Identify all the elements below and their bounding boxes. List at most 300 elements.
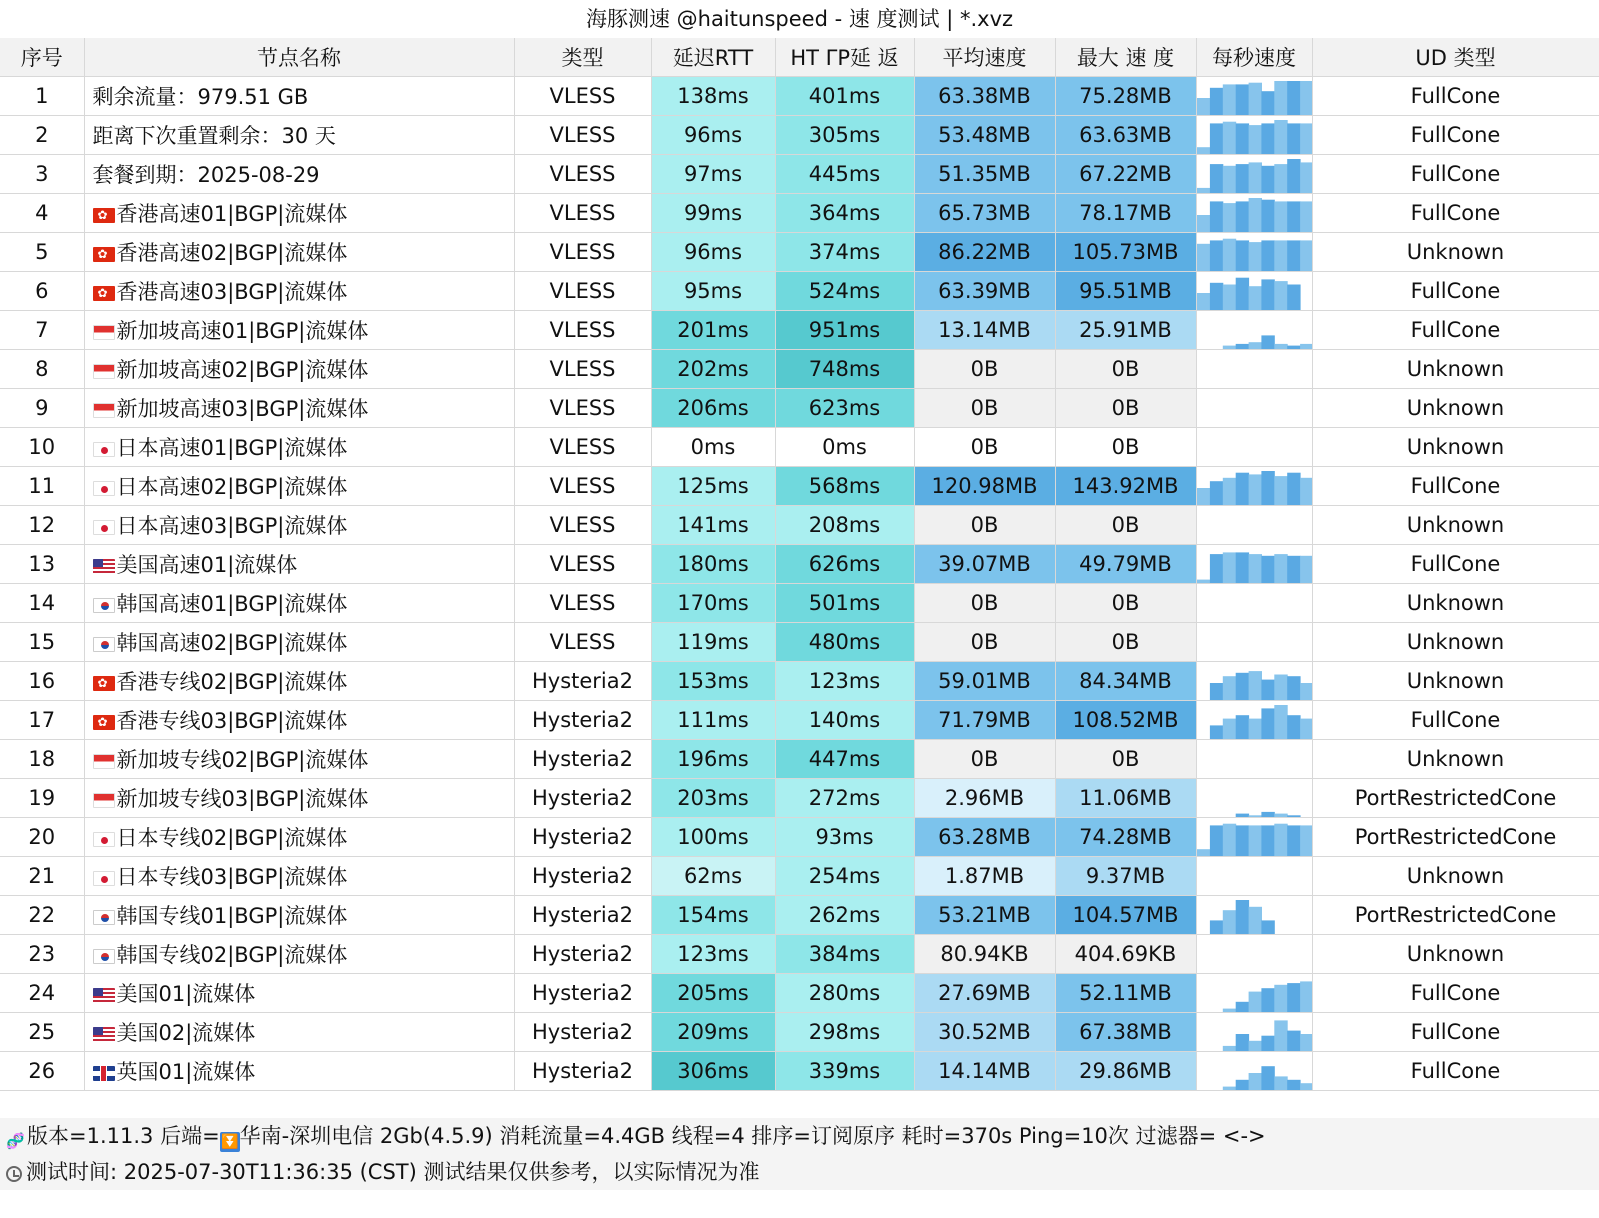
speed-bar: [1235, 123, 1248, 154]
cell-max-speed: 9.37MB: [1055, 857, 1196, 896]
cell-rtt: 97ms: [651, 155, 775, 194]
speed-bar: [1300, 1034, 1312, 1051]
table-row[interactable]: [0, 350, 1599, 389]
table-row[interactable]: [0, 272, 1599, 311]
cell-name: [84, 545, 514, 584]
speed-bar: [1274, 476, 1287, 505]
download-icon: ⏬: [220, 1134, 239, 1150]
speed-bar: [1300, 344, 1312, 349]
speed-bar: [1248, 162, 1261, 193]
speed-bar: [1222, 676, 1235, 700]
cell-name: [84, 779, 514, 818]
flag-hk-icon: [93, 715, 115, 730]
speed-bar: [1300, 81, 1312, 115]
speed-bar: [1261, 812, 1274, 817]
cell-http: 208ms: [775, 506, 914, 545]
cell-rtt: 154ms: [651, 896, 775, 935]
cell-type: Hysteria2: [514, 1013, 651, 1052]
speed-bar: [1222, 910, 1235, 934]
speed-bar: [1222, 1009, 1235, 1012]
per-second-speed-chart: [1197, 545, 1313, 583]
cell-udp-type: Unknown: [1312, 662, 1599, 701]
table-row[interactable]: [0, 77, 1599, 116]
cell-spark: [1196, 506, 1312, 545]
speed-bar: [1209, 481, 1222, 505]
cell-avg-speed: 14.14MB: [914, 1052, 1055, 1091]
cell-max-speed: 52.11MB: [1055, 974, 1196, 1013]
speed-bar: [1261, 279, 1274, 310]
speed-bar: [1222, 122, 1235, 154]
node-name-text: 新加坡专线02|BGP|流媒体: [116, 748, 369, 772]
header-per-sec-speed[interactable]: 每秒速度: [1196, 38, 1312, 77]
header-max-speed[interactable]: 最大 速 度: [1055, 38, 1196, 77]
cell-http: 374ms: [775, 233, 914, 272]
speed-bar: [1261, 825, 1274, 856]
per-second-speed-chart: [1197, 194, 1313, 232]
flag-kr-icon: [93, 598, 115, 613]
cell-index: 18: [0, 740, 84, 779]
speed-bar: [1248, 286, 1261, 310]
flag-jp-icon: [93, 481, 115, 496]
speed-bar: [1197, 215, 1210, 232]
speed-bar: [1235, 240, 1248, 271]
node-name-text: 英国01|流媒体: [116, 1060, 256, 1084]
speed-bar: [1274, 675, 1287, 701]
per-second-speed-chart: [1197, 506, 1313, 544]
cell-udp-type: FullCone: [1312, 701, 1599, 740]
node-name-text: 剩余流量：979.51 GB: [92, 85, 309, 109]
cell-index: 11: [0, 467, 84, 506]
speed-bar: [1222, 478, 1235, 505]
cell-avg-speed: 0B: [914, 623, 1055, 662]
speed-bar: [1274, 344, 1287, 349]
table-row[interactable]: [0, 818, 1599, 857]
speed-bar: [1209, 920, 1222, 934]
cell-name: [84, 389, 514, 428]
speed-bar: [1222, 1087, 1235, 1090]
speed-bar: [1248, 342, 1261, 349]
cell-avg-speed: 0B: [914, 740, 1055, 779]
node-name-text: 距离下次重置剩余：30 天: [92, 124, 336, 148]
header-http[interactable]: HT ΓP延 返: [775, 38, 914, 77]
node-name-text: 日本高速03|BGP|流媒体: [116, 514, 348, 538]
cell-rtt: 306ms: [651, 1052, 775, 1091]
speed-bar: [1222, 166, 1235, 193]
per-second-speed-chart: [1197, 662, 1313, 700]
cell-max-speed: 25.91MB: [1055, 311, 1196, 350]
cell-avg-speed: 27.69MB: [914, 974, 1055, 1013]
speed-bar: [1222, 285, 1235, 311]
cell-name: [84, 896, 514, 935]
cell-rtt: 111ms: [651, 701, 775, 740]
cell-rtt: 138ms: [651, 77, 775, 116]
flag-gb-icon: [93, 1066, 115, 1081]
speed-bar: [1235, 278, 1248, 310]
speed-bar: [1222, 203, 1235, 232]
per-second-speed-chart: [1197, 350, 1313, 388]
speed-bar: [1287, 1031, 1300, 1051]
table-row[interactable]: [0, 896, 1599, 935]
cell-name: [84, 194, 514, 233]
table-row[interactable]: [0, 194, 1599, 233]
cell-rtt: 180ms: [651, 545, 775, 584]
cell-http: 480ms: [775, 623, 914, 662]
cell-http: 123ms: [775, 662, 914, 701]
cell-spark: [1196, 584, 1312, 623]
speed-bar: [1209, 123, 1222, 154]
speed-bar: [1261, 556, 1274, 583]
cell-avg-speed: 13.14MB: [914, 311, 1055, 350]
cell-name: [84, 818, 514, 857]
node-name-text: 韩国专线01|BGP|流媒体: [116, 904, 348, 928]
speed-bar: [1274, 705, 1287, 739]
speed-bar: [1287, 201, 1300, 232]
header-avg-speed[interactable]: 平均速度: [914, 38, 1055, 77]
table-header-row: [0, 38, 1599, 77]
cell-max-speed: 0B: [1055, 506, 1196, 545]
table-row[interactable]: [0, 857, 1599, 896]
speed-bar: [1287, 715, 1300, 739]
header-type[interactable]: 类型: [514, 38, 651, 77]
speed-bar: [1235, 344, 1248, 349]
cell-http: 951ms: [775, 311, 914, 350]
cell-name: [84, 506, 514, 545]
speed-bar: [1222, 239, 1235, 271]
speed-bar: [1274, 201, 1287, 232]
cell-name: [84, 77, 514, 116]
speed-bar: [1248, 474, 1261, 505]
cell-spark: [1196, 389, 1312, 428]
cell-http: 364ms: [775, 194, 914, 233]
cell-rtt: 119ms: [651, 623, 775, 662]
cell-udp-type: Unknown: [1312, 389, 1599, 428]
table-row[interactable]: [0, 740, 1599, 779]
flag-kr-icon: [93, 637, 115, 652]
table-row[interactable]: [0, 155, 1599, 194]
cell-spark: [1196, 467, 1312, 506]
table-row[interactable]: [0, 389, 1599, 428]
cell-rtt: 96ms: [651, 233, 775, 272]
speed-bar: [1235, 715, 1248, 739]
dna-icon: 🧬: [6, 1132, 25, 1150]
node-name-text: 新加坡高速01|BGP|流媒体: [116, 319, 369, 343]
table-row[interactable]: [0, 428, 1599, 467]
flag-us-icon: [93, 1027, 115, 1042]
per-second-speed-chart: [1197, 857, 1313, 895]
cell-spark: [1196, 545, 1312, 584]
cell-max-speed: 67.38MB: [1055, 1013, 1196, 1052]
flag-sg-icon: [93, 325, 115, 340]
cell-udp-type: FullCone: [1312, 545, 1599, 584]
flag-jp-icon: [93, 832, 115, 847]
cell-index: 1: [0, 77, 84, 116]
cell-type: VLESS: [514, 623, 651, 662]
flag-us-icon: [93, 559, 115, 574]
cell-type: VLESS: [514, 584, 651, 623]
cell-index: 5: [0, 233, 84, 272]
cell-http: 262ms: [775, 896, 914, 935]
cell-name: [84, 1013, 514, 1052]
cell-http: 339ms: [775, 1052, 914, 1091]
header-rtt[interactable]: 延迟RTT: [651, 38, 775, 77]
cell-max-speed: 104.57MB: [1055, 896, 1196, 935]
speed-bar: [1197, 580, 1210, 583]
cell-name: [84, 311, 514, 350]
cell-udp-type: FullCone: [1312, 272, 1599, 311]
speed-bar: [1235, 673, 1248, 700]
table-row[interactable]: [0, 311, 1599, 350]
header-udp-type[interactable]: UD 类型: [1312, 38, 1599, 77]
footer-backend-text: 华南-深圳电信 2Gb(4.5.9) 消耗流量=4.4GB 线程=4 排序=订阅原序 耗时=370s Ping=10次 过滤器= <->: [239, 1124, 1266, 1148]
cell-udp-type: Unknown: [1312, 857, 1599, 896]
cell-avg-speed: 86.22MB: [914, 233, 1055, 272]
cell-udp-type: Unknown: [1312, 584, 1599, 623]
speed-bar: [1248, 1073, 1261, 1090]
cell-type: VLESS: [514, 545, 651, 584]
cell-index: 7: [0, 311, 84, 350]
cell-spark: [1196, 1052, 1312, 1091]
cell-max-speed: 108.52MB: [1055, 701, 1196, 740]
flag-hk-icon: [93, 286, 115, 301]
cell-index: 16: [0, 662, 84, 701]
cell-avg-speed: 65.73MB: [914, 194, 1055, 233]
speed-bar: [1300, 719, 1312, 739]
cell-http: 280ms: [775, 974, 914, 1013]
node-name-text: 香港高速01|BGP|流媒体: [116, 202, 348, 226]
speed-bar: [1300, 556, 1312, 583]
flag-jp-icon: [93, 442, 115, 457]
cell-udp-type: FullCone: [1312, 116, 1599, 155]
node-name-text: 韩国高速02|BGP|流媒体: [116, 631, 348, 655]
table-row[interactable]: [0, 545, 1599, 584]
cell-rtt: 100ms: [651, 818, 775, 857]
speed-bar: [1197, 147, 1210, 154]
cell-type: VLESS: [514, 116, 651, 155]
node-name-text: 新加坡专线03|BGP|流媒体: [116, 787, 369, 811]
cell-type: VLESS: [514, 311, 651, 350]
cell-avg-speed: 30.52MB: [914, 1013, 1055, 1052]
cell-spark: [1196, 350, 1312, 389]
speed-bar: [1261, 91, 1274, 115]
speed-bar: [1248, 907, 1261, 934]
speed-bar: [1248, 242, 1261, 271]
cell-rtt: 202ms: [651, 350, 775, 389]
node-name-text: 新加坡高速02|BGP|流媒体: [116, 358, 369, 382]
cell-type: Hysteria2: [514, 974, 651, 1013]
cell-udp-type: FullCone: [1312, 974, 1599, 1013]
cell-udp-type: FullCone: [1312, 1052, 1599, 1091]
table-row[interactable]: [0, 974, 1599, 1013]
cell-type: Hysteria2: [514, 818, 651, 857]
flag-kr-icon: [93, 949, 115, 964]
cell-max-speed: 78.17MB: [1055, 194, 1196, 233]
cell-spark: [1196, 233, 1312, 272]
cell-type: VLESS: [514, 506, 651, 545]
cell-http: 626ms: [775, 545, 914, 584]
node-name-text: 香港专线02|BGP|流媒体: [116, 670, 348, 694]
per-second-speed-chart: [1197, 818, 1313, 856]
node-name-text: 日本专线02|BGP|流媒体: [116, 826, 348, 850]
cell-http: 305ms: [775, 116, 914, 155]
per-second-speed-chart: [1197, 428, 1313, 466]
node-name-text: 日本高速02|BGP|流媒体: [116, 475, 348, 499]
cell-http: 298ms: [775, 1013, 914, 1052]
table-row[interactable]: [0, 1013, 1599, 1052]
speed-bar: [1261, 123, 1274, 154]
cell-index: 25: [0, 1013, 84, 1052]
cell-rtt: 203ms: [651, 779, 775, 818]
speed-bar: [1274, 164, 1287, 193]
table-row[interactable]: [0, 584, 1599, 623]
node-name-text: 香港高速02|BGP|流媒体: [116, 241, 348, 265]
speed-bar: [1235, 825, 1248, 856]
cell-index: 24: [0, 974, 84, 1013]
cell-udp-type: Unknown: [1312, 233, 1599, 272]
node-name-text: 美国高速01|流媒体: [116, 553, 298, 577]
cell-udp-type: Unknown: [1312, 428, 1599, 467]
per-second-speed-chart: [1197, 779, 1313, 817]
speed-bar: [1300, 201, 1312, 232]
table-row[interactable]: [0, 623, 1599, 662]
table-row[interactable]: [0, 701, 1599, 740]
speed-bar: [1235, 1002, 1248, 1012]
speed-bar: [1235, 201, 1248, 232]
table-row[interactable]: [0, 1052, 1599, 1091]
node-name-text: 新加坡高速03|BGP|流媒体: [116, 397, 369, 421]
cell-index: 9: [0, 389, 84, 428]
speed-bar: [1274, 240, 1287, 271]
cell-max-speed: 143.92MB: [1055, 467, 1196, 506]
speed-bar: [1248, 815, 1261, 817]
speed-bar: [1248, 719, 1261, 739]
cell-index: 8: [0, 350, 84, 389]
cell-rtt: 205ms: [651, 974, 775, 1013]
table-row[interactable]: [0, 662, 1599, 701]
cell-type: VLESS: [514, 155, 651, 194]
flag-jp-icon: [93, 520, 115, 535]
speed-bar: [1235, 1034, 1248, 1051]
speed-bar: [1209, 825, 1222, 856]
cell-type: Hysteria2: [514, 857, 651, 896]
cell-spark: [1196, 662, 1312, 701]
table-row[interactable]: [0, 506, 1599, 545]
speed-bar: [1209, 88, 1222, 115]
speed-bar: [1300, 1083, 1312, 1090]
cell-max-speed: 0B: [1055, 389, 1196, 428]
header-name[interactable]: 节点名称: [84, 38, 514, 77]
cell-http: 445ms: [775, 155, 914, 194]
cell-avg-speed: 0B: [914, 584, 1055, 623]
node-name-text: 日本高速01|BGP|流媒体: [116, 436, 348, 460]
cell-max-speed: 404.69KB: [1055, 935, 1196, 974]
per-second-speed-chart: [1197, 701, 1313, 739]
cell-spark: [1196, 311, 1312, 350]
cell-rtt: 62ms: [651, 857, 775, 896]
table-row[interactable]: [0, 935, 1599, 974]
per-second-speed-chart: [1197, 740, 1313, 778]
cell-spark: [1196, 623, 1312, 662]
node-name-text: 香港专线03|BGP|流媒体: [116, 709, 348, 733]
cell-index: 13: [0, 545, 84, 584]
cell-type: VLESS: [514, 467, 651, 506]
per-second-speed-chart: [1197, 155, 1313, 193]
node-name-text: 美国02|流媒体: [116, 1021, 256, 1045]
cell-avg-speed: 2.96MB: [914, 779, 1055, 818]
speed-bar: [1197, 293, 1210, 310]
table-row[interactable]: [0, 467, 1599, 506]
cell-type: Hysteria2: [514, 935, 651, 974]
cell-index: 22: [0, 896, 84, 935]
speed-bar: [1248, 125, 1261, 154]
flag-hk-icon: [93, 208, 115, 223]
speed-bar: [1235, 552, 1248, 583]
cell-spark: [1196, 974, 1312, 1013]
flag-sg-icon: [93, 754, 115, 769]
cell-max-speed: 74.28MB: [1055, 818, 1196, 857]
cell-http: 93ms: [775, 818, 914, 857]
cell-spark: [1196, 779, 1312, 818]
per-second-speed-chart: [1197, 974, 1313, 1012]
speed-bar: [1274, 281, 1287, 310]
cell-index: 19: [0, 779, 84, 818]
per-second-speed-chart: [1197, 116, 1313, 154]
cell-index: 3: [0, 155, 84, 194]
per-second-speed-chart: [1197, 311, 1313, 349]
speed-bar: [1197, 488, 1210, 505]
speed-bar: [1287, 815, 1300, 817]
speed-bar: [1209, 725, 1222, 739]
cell-avg-speed: 0B: [914, 506, 1055, 545]
flag-hk-icon: [93, 676, 115, 691]
flag-sg-icon: [93, 793, 115, 808]
cell-name: [84, 233, 514, 272]
cell-rtt: 95ms: [651, 272, 775, 311]
cell-name: [84, 467, 514, 506]
cell-udp-type: Unknown: [1312, 740, 1599, 779]
cell-avg-speed: 0B: [914, 350, 1055, 389]
speed-bar: [1222, 824, 1235, 856]
speed-bar: [1274, 814, 1287, 817]
clock-icon: [6, 1166, 22, 1182]
table-row[interactable]: [0, 116, 1599, 155]
speed-bar: [1287, 983, 1300, 1012]
speed-bar: [1261, 1036, 1274, 1051]
speed-bar: [1261, 200, 1274, 232]
cell-type: VLESS: [514, 77, 651, 116]
cell-index: 14: [0, 584, 84, 623]
speed-bar: [1287, 1080, 1300, 1090]
speed-bar: [1300, 683, 1312, 700]
cell-spark: [1196, 857, 1312, 896]
speed-bar: [1197, 188, 1210, 193]
table-row[interactable]: [0, 233, 1599, 272]
table-row[interactable]: [0, 779, 1599, 818]
cell-index: 10: [0, 428, 84, 467]
cell-rtt: 206ms: [651, 389, 775, 428]
cell-udp-type: Unknown: [1312, 935, 1599, 974]
cell-spark: [1196, 740, 1312, 779]
speed-bar: [1222, 1046, 1235, 1051]
cell-rtt: 196ms: [651, 740, 775, 779]
cell-name: [84, 857, 514, 896]
header-index[interactable]: 序号: [0, 38, 84, 77]
cell-type: VLESS: [514, 389, 651, 428]
cell-type: VLESS: [514, 233, 651, 272]
node-name-text: 韩国高速01|BGP|流媒体: [116, 592, 348, 616]
footer-info-line: [0, 1118, 1599, 1154]
cell-name: [84, 272, 514, 311]
cell-max-speed: 67.22MB: [1055, 155, 1196, 194]
